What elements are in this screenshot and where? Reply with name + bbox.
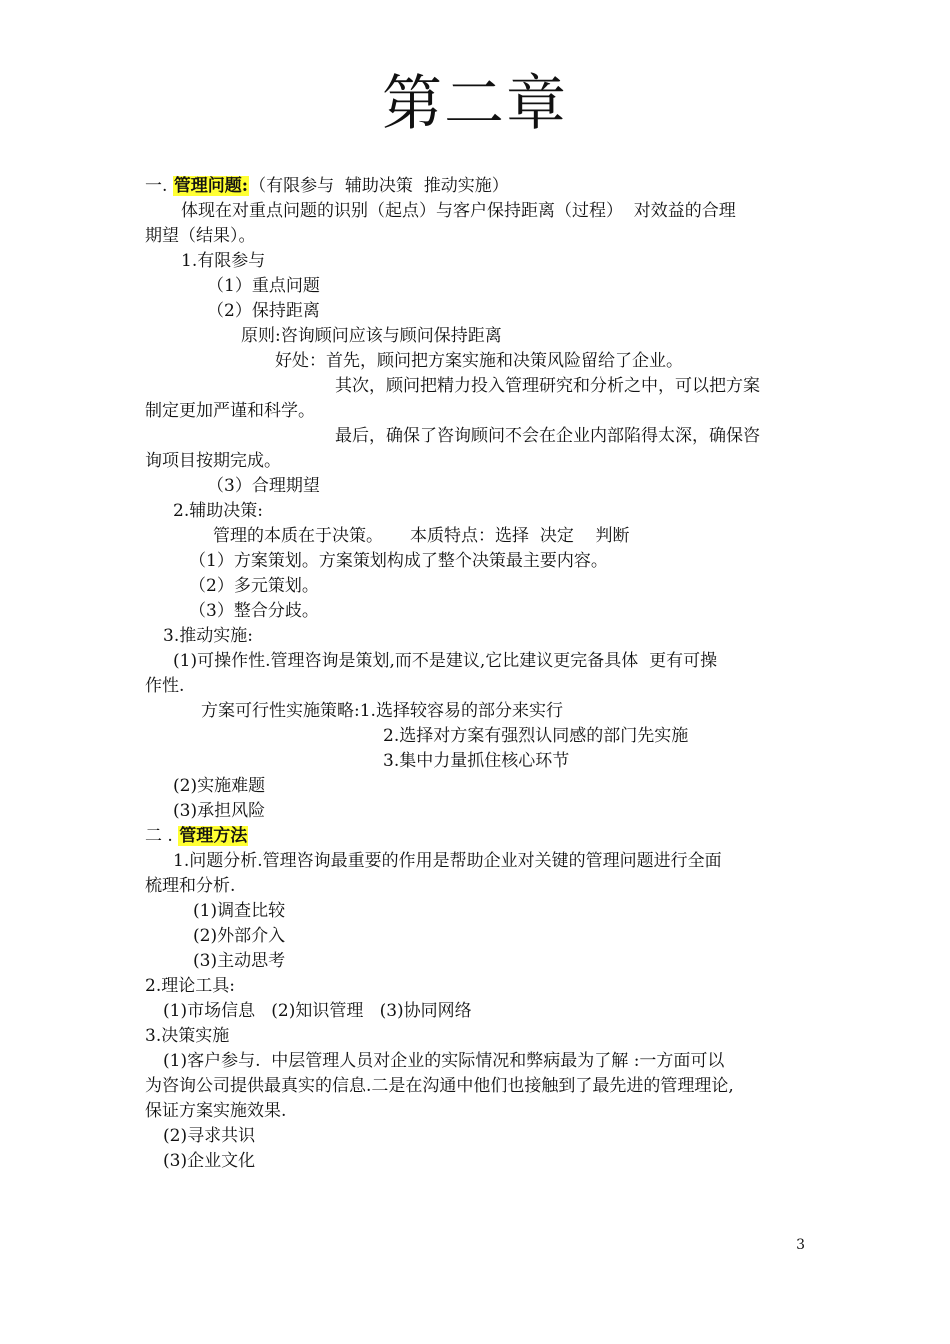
page-number: 3 xyxy=(796,1237,805,1253)
text-line xyxy=(145,374,815,399)
text-line xyxy=(145,924,815,949)
text-line xyxy=(145,524,815,549)
line-text: （2）多元策划。 xyxy=(189,576,319,596)
text-line xyxy=(145,324,815,349)
line-text: (3)企业文化 xyxy=(163,1151,256,1171)
text-line xyxy=(145,424,815,449)
text-line xyxy=(145,1149,815,1174)
line-text: 一. xyxy=(145,176,173,196)
highlighted-heading: 管理方法 xyxy=(179,826,248,846)
text-line xyxy=(145,199,815,224)
text-line xyxy=(145,899,815,924)
line-text: 1.有限参与 xyxy=(181,251,266,271)
text-line xyxy=(145,299,815,324)
text-line xyxy=(145,274,815,299)
text-line xyxy=(145,449,815,474)
line-text: 体现在对重点问题的识别（起点）与客户保持距离（过程） 对效益的合理 xyxy=(181,201,736,221)
text-line xyxy=(145,174,815,199)
highlighted-heading: 管理问题: xyxy=(173,176,249,196)
text-line xyxy=(145,949,815,974)
text-line xyxy=(145,474,815,499)
line-text: 方案可行性实施策略:1.选择较容易的部分来实行 xyxy=(201,701,563,721)
line-text: （3）整合分歧。 xyxy=(189,601,319,621)
document-body xyxy=(145,174,815,1174)
text-line xyxy=(145,824,815,849)
line-text: （3）合理期望 xyxy=(207,476,320,496)
line-text: 作性. xyxy=(145,676,185,696)
text-line xyxy=(145,1074,815,1099)
text-line xyxy=(145,499,815,524)
line-text: (1)市场信息 (2)知识管理 (3)协同网络 xyxy=(163,1001,472,1021)
line-text: (1)可操作性.管理咨询是策划,而不是建议,它比建议更完备具体 更有可操 xyxy=(173,651,718,671)
line-text: (2)外部介入 xyxy=(193,926,286,946)
text-line xyxy=(145,724,815,749)
line-text: （2）保持距离 xyxy=(207,301,320,321)
page-title: 第二章 xyxy=(382,69,568,139)
text-line xyxy=(145,1099,815,1124)
text-line xyxy=(145,549,815,574)
line-text: 期望（结果）。 xyxy=(145,226,256,246)
line-text: 原则:咨询顾问应该与顾问保持距离 xyxy=(241,326,502,346)
text-line xyxy=(145,224,815,249)
text-line xyxy=(145,999,815,1024)
line-text: 梳理和分析. xyxy=(145,876,236,896)
line-text: （1）重点问题 xyxy=(207,276,320,296)
text-line xyxy=(145,399,815,424)
line-text: 制定更加严谨和科学。 xyxy=(145,401,315,421)
line-text: (1)客户参与. 中层管理人员对企业的实际情况和弊病最为了解 :一方面可以 xyxy=(163,1051,725,1071)
line-text: 最后，确保了咨询顾问不会在企业内部陷得太深，确保咨 xyxy=(335,426,760,446)
line-text: 3.决策实施 xyxy=(145,1026,230,1046)
text-line xyxy=(145,774,815,799)
text-line xyxy=(145,599,815,624)
line-text: （1）方案策划。方案策划构成了整个决策最主要内容。 xyxy=(189,551,608,571)
line-text: (2)寻求共识 xyxy=(163,1126,256,1146)
line-text: 3.集中力量抓住核心环节 xyxy=(383,751,570,771)
text-line xyxy=(145,1124,815,1149)
text-line xyxy=(145,1049,815,1074)
text-line xyxy=(145,624,815,649)
line-text: (1)调查比较 xyxy=(193,901,286,921)
text-line xyxy=(145,349,815,374)
line-text: 为咨询公司提供最真实的信息.二是在沟通中他们也接触到了最先进的管理理论, xyxy=(145,1076,734,1096)
text-line xyxy=(145,799,815,824)
text-line xyxy=(145,574,815,599)
line-text: 2.选择对方案有强烈认同感的部门先实施 xyxy=(383,726,689,746)
line-text: (3)主动思考 xyxy=(193,951,286,971)
text-line xyxy=(145,649,815,674)
line-text: 好处：首先，顾问把方案实施和决策风险留给了企业。 xyxy=(275,351,683,371)
line-text: (2)实施难题 xyxy=(173,776,266,796)
text-line xyxy=(145,974,815,999)
text-line xyxy=(145,674,815,699)
text-line xyxy=(145,849,815,874)
text-line xyxy=(145,249,815,274)
line-text: 二 . xyxy=(145,826,179,846)
line-text: (3)承担风险 xyxy=(173,801,266,821)
text-line xyxy=(145,699,815,724)
line-text: 2.理论工具: xyxy=(145,976,235,996)
line-text-after: （有限参与 辅助决策 推动实施） xyxy=(249,176,509,196)
text-line xyxy=(145,874,815,899)
line-text: 3.推动实施: xyxy=(163,626,253,646)
text-line xyxy=(145,749,815,774)
line-text: 其次，顾问把精力投入管理研究和分析之中，可以把方案 xyxy=(335,376,760,396)
line-text: 2.辅助决策: xyxy=(173,501,263,521)
line-text: 1.问题分析.管理咨询最重要的作用是帮助企业对关键的管理问题进行全面 xyxy=(173,851,722,871)
line-text: 管理的本质在于决策。 本质特点：选择 决定 判断 xyxy=(213,526,630,546)
line-text: 保证方案实施效果. xyxy=(145,1101,287,1121)
text-line xyxy=(145,1024,815,1049)
line-text: 询项目按期完成。 xyxy=(145,451,281,471)
